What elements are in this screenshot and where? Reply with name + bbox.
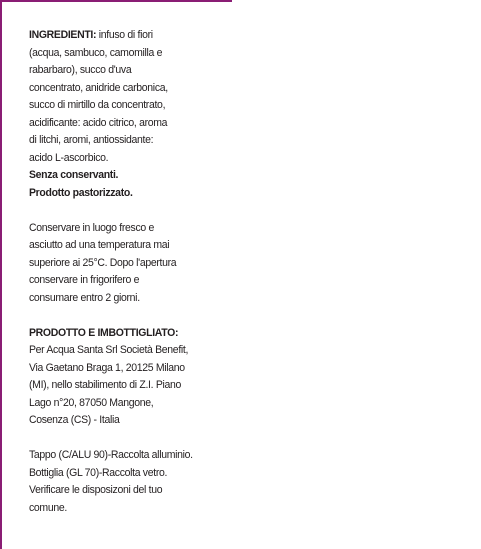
recycling-line: Tappo (C/ALU 90)-Raccolta alluminio. [29, 449, 193, 461]
producer-heading [29, 325, 213, 343]
paragraph-gap [29, 430, 213, 448]
producer-line: Per Acqua Santa Srl Società Benefit, [29, 344, 189, 356]
no-preservatives-text [29, 167, 213, 185]
storage-line: consumare entro 2 giorni. [29, 291, 140, 304]
storage-line: Conservare in luogo fresco e [29, 221, 154, 234]
label-frame-left-border [0, 0, 2, 549]
ingredients-line: concentrato, anidride carbonica, [29, 81, 168, 94]
ingredients-line: rabarbaro), succo d'uva [29, 64, 132, 76]
label-frame-top-border [0, 0, 232, 2]
storage-line: asciutto ad una temperatura mai [29, 239, 170, 251]
producer-line: Cosenza (CS) - Italia [29, 414, 120, 426]
ingredients-line: acido L-ascorbico. [29, 151, 109, 164]
producer-line: (MI), nello stabilimento di Z.I. Piano [29, 379, 182, 391]
producer-line: Via Gaetano Braga 1, 20125 Milano [29, 361, 185, 374]
ingredients-line: succo di mirtillo da concentrato, [29, 99, 166, 111]
ingredients-line [29, 27, 213, 45]
recycling-line: Bottiglia (GL 70)-Raccolta vetro. [29, 466, 168, 479]
pasteurized-text [29, 185, 213, 203]
ingredients-line: acidificante: acido citrico, aroma [29, 116, 168, 129]
storage-line: conservare in frigorifero e [29, 274, 140, 286]
no-preservatives-bold: Senza conservanti. [29, 169, 119, 181]
product-label-text [29, 27, 213, 517]
ingredients-text: infuso di fiori [96, 29, 153, 41]
paragraph-gap [29, 202, 213, 220]
recycling-line: Verificare le disposizoni del tuo [29, 484, 163, 496]
storage-line: superiore ai 25°C. Dopo l'apertura [29, 256, 177, 269]
ingredients-line: (acqua, sambuco, camomilla e [29, 46, 163, 59]
producer-heading-bold: PRODOTTO E IMBOTTIGLIATO: [29, 326, 179, 339]
producer-line: Lago n°20, 87050 Mangone, [29, 396, 154, 409]
paragraph-gap [29, 307, 213, 325]
ingredients-line: di litchi, aromi, antiossidante: [29, 134, 154, 146]
pasteurized-bold: Prodotto pastorizzato. [29, 186, 133, 199]
ingredients-heading: INGREDIENTI: [29, 29, 97, 41]
recycling-line: comune. [29, 501, 67, 514]
